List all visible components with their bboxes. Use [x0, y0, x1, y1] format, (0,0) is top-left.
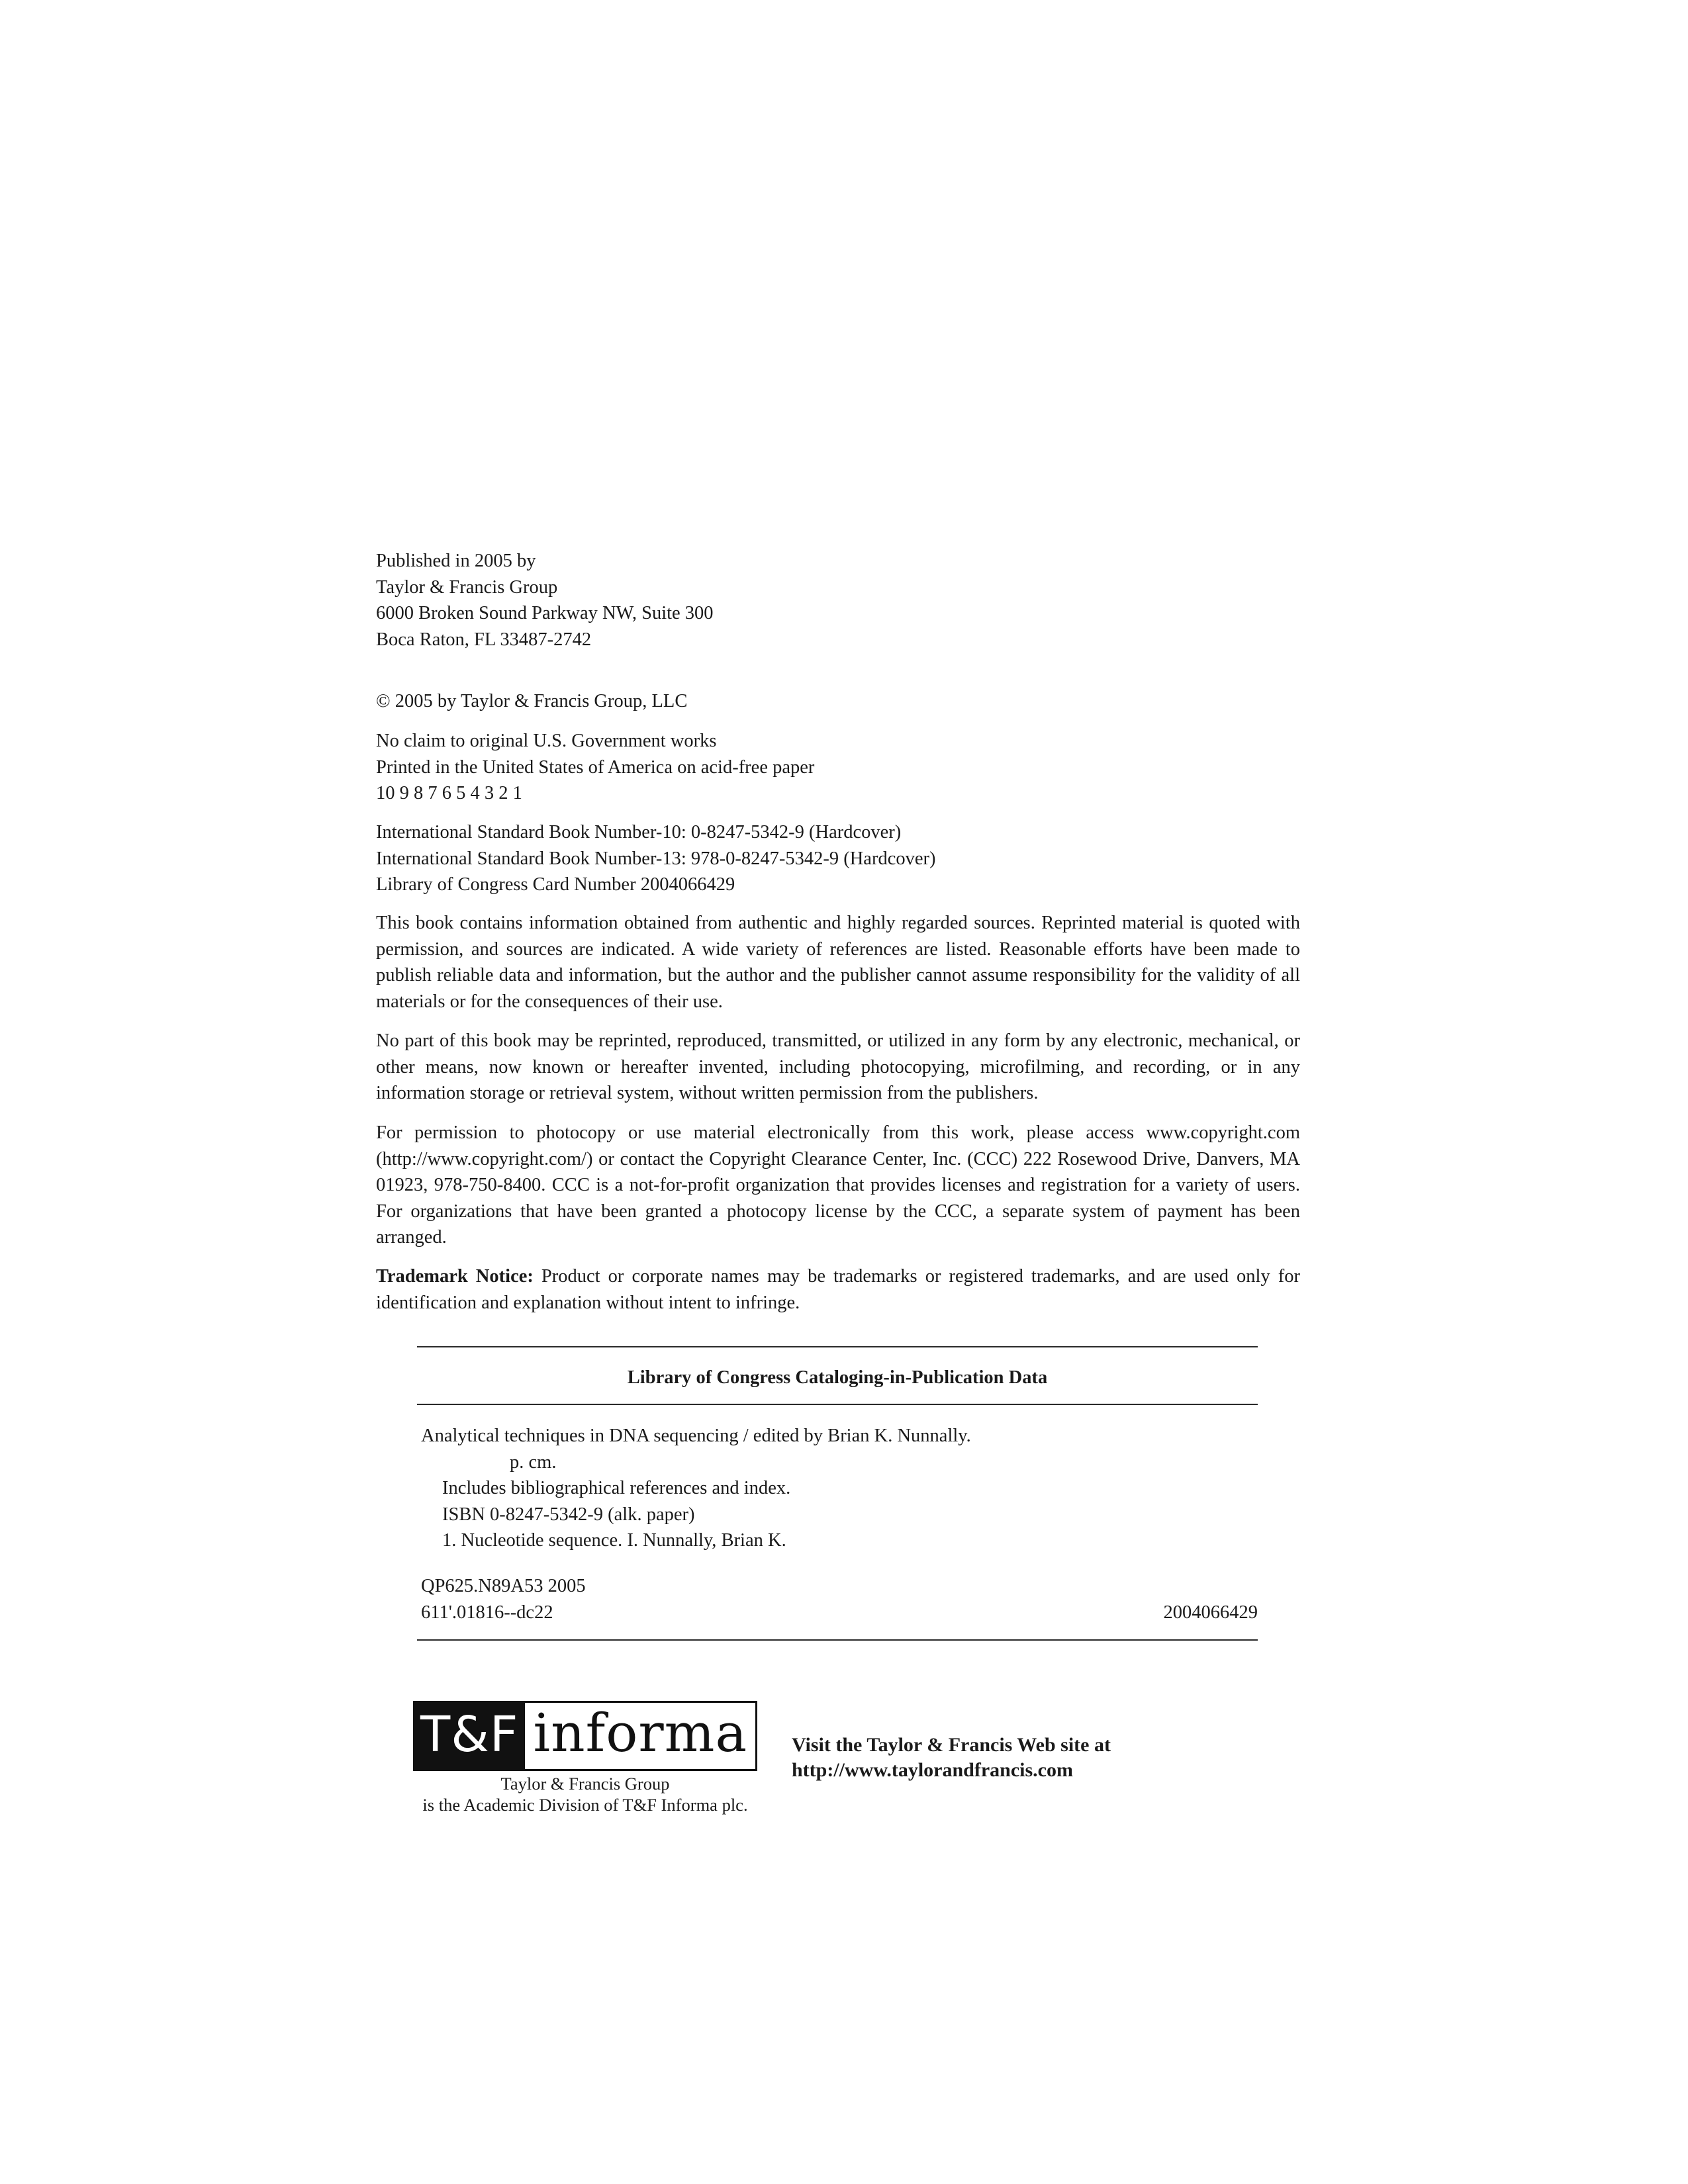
publisher-line: Boca Raton, FL 33487-2742: [376, 629, 592, 650]
reproduction-paragraph: No part of this book may be reprinted, reproduced, transmitted, or utilized in any form by any electronic, mechanical, or other means, now known or hereafter invented, including photocopying, microfilming, and recording, or in any information storage or retrieval system, without written permission from the publishers.: [376, 1030, 1300, 1104]
copyright-notice: [376, 688, 1300, 715]
cip-entry: [421, 1423, 1258, 1554]
cip-note: ISBN 0-8247-5342-9 (alk. paper): [442, 1504, 695, 1525]
trademark-label: Trademark Notice:: [376, 1266, 534, 1287]
cip-heading: Library of Congress Cataloging-in-Publication Data: [627, 1367, 1048, 1388]
cip-bottom-rule: [417, 1639, 1258, 1641]
copyright-line: © 2005 by Taylor & Francis Group, LLC: [376, 691, 688, 711]
cip-heading-rule: [417, 1404, 1258, 1405]
printing-line: 10 9 8 7 6 5 4 3 2 1: [376, 783, 522, 803]
cip-note: Includes bibliographical references and index.: [442, 1478, 791, 1498]
tf-informa-logo: [413, 1701, 757, 1771]
permission-paragraph: For permission to photocopy or use material electronically from this work, please access www.copyright.com (http://www.copyright.com/) or contact the Copyright Clearance Center, Inc. (CCC) 222 Rosewood Drive, Danvers, MA 01923, 978-750-8400. CCC is a not-for-profit organization that provides licenses and registration for a variety of users. For organizations that have been granted a photocopy license by the CCC, a separate system of payment has been arranged.: [376, 1122, 1300, 1248]
printing-line: No claim to original U.S. Government works: [376, 731, 717, 751]
logo-tf-text: T&F: [415, 1703, 525, 1769]
visit-line: Visit the Taylor & Francis Web site at: [792, 1734, 1111, 1756]
isbn-info: [376, 819, 1300, 898]
cip-note: 1. Nucleotide sequence. I. Nunnally, Brian K.: [442, 1530, 786, 1551]
isbn-line: International Standard Book Number-13: 978-0-8247-5342-9 (Hardcover): [376, 848, 936, 869]
visit-website-note: [792, 1733, 1111, 1783]
cip-dewey-row: [421, 1600, 1258, 1626]
cip-lccn: 2004066429: [1163, 1602, 1258, 1623]
website-url: http://www.taylorandfrancis.com: [792, 1759, 1073, 1781]
isbn-line: International Standard Book Number-10: 0-8247-5342-9 (Hardcover): [376, 822, 902, 842]
printing-line: Printed in the United States of America on acid-free paper: [376, 756, 815, 778]
sources-paragraph: This book contains information obtained from authentic and highly regarded sources. Reprinted material is quoted with permission, and sources are indicated. A wide variety of references are listed. Reasonable efforts have been made to publish reliable data and information, but the author and the publisher cannot assume responsibility for the validity of all materials or for the consequences of their use.: [376, 913, 1300, 1012]
cip-title-line: Analytical techniques in DNA sequencing / edited by Brian K. Nunnally.: [421, 1426, 971, 1446]
publisher-line: 6000 Broken Sound Parkway NW, Suite 300: [376, 603, 714, 623]
publisher-address: [376, 548, 1300, 653]
printing-info: [376, 728, 1300, 807]
cip-classification: [421, 1573, 1258, 1625]
publisher-line: Published in 2005 by: [376, 551, 536, 571]
trademark-text: Product or corporate names may be trademarks or registered trademarks, and are used only for identification and explanation without intent to infringe.: [376, 1266, 1300, 1313]
cip-pcm: p. cm.: [510, 1451, 557, 1473]
logo-caption: [387, 1773, 784, 1815]
cip-call-number: QP625.N89A53 2005: [421, 1576, 586, 1596]
lccn-line: Library of Congress Card Number 2004066429: [376, 874, 735, 895]
logo-caption-line: Taylor & Francis Group: [500, 1774, 670, 1794]
logo-caption-line: is the Academic Division of T&F Informa plc.: [422, 1795, 748, 1815]
logo-informa-text: informa: [533, 1702, 748, 1764]
trademark-paragraph: [376, 1263, 1300, 1316]
cip-dewey: 611'.01816--dc22: [421, 1602, 553, 1623]
cip-top-rule: [417, 1346, 1258, 1347]
publisher-line: Taylor & Francis Group: [376, 576, 558, 598]
